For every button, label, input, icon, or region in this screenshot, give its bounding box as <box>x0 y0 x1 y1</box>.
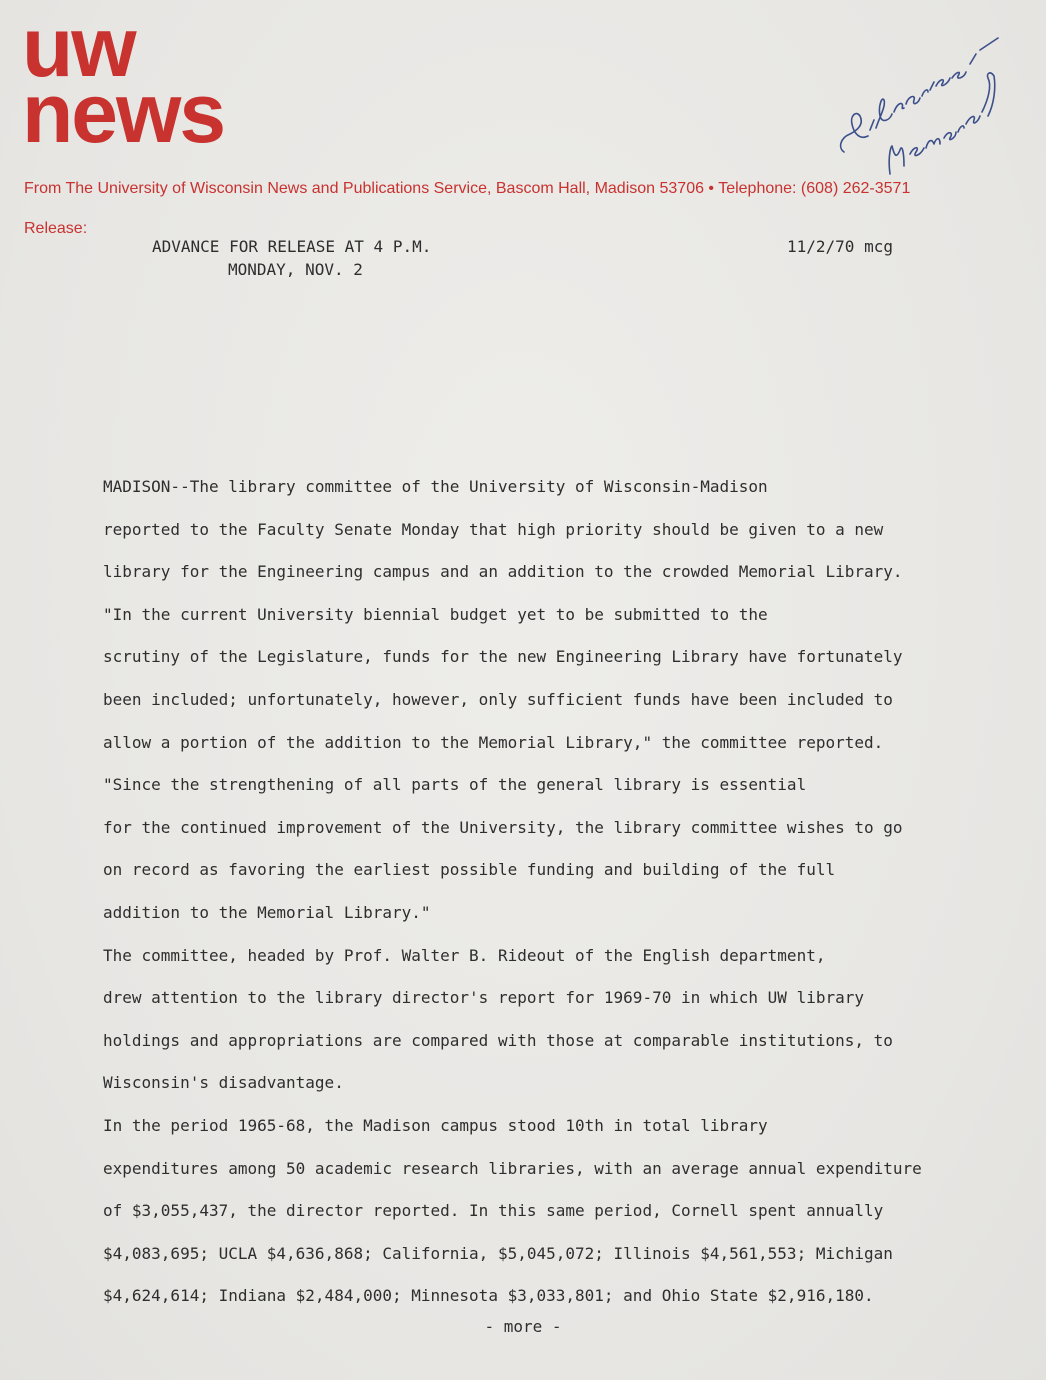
paragraph-4: The committee, headed by Prof. Walter B. Rideout of the English department, drew attention to the library director's report for 1969-70 in which UW library holdings and appropriations are compared with those at comparable institutions, to Wisconsin's disadvantage. <box>103 945 893 1093</box>
release-line-2: MONDAY, NOV. 2 <box>228 260 363 279</box>
masthead-address: From The University of Wisconsin News and Publications Service, Bascom Hall, Madison 53706 • Telephone: (608) 262-3571 <box>24 180 911 197</box>
paragraph-5: In the period 1965-68, the Madison campus stood 10th in total library expenditures among 50 academic research libraries, with an average annual expenditure of $3,055,437, the director reported. In this same period, Cornell spent annually $4,083,695; UCLA $4,636,868; California, $5,045,072; Illinois $4,561,553; Michigan $4,624,614; Indiana $2,484,000; Minnesota $3,033,801; and Ohio State $2,916,180. <box>103 1115 922 1306</box>
logo-line-news: news <box>22 66 225 160</box>
uw-news-logo <box>22 0 225 160</box>
paragraph-1: MADISON--The library committee of the University of Wisconsin-Madison reported to the Faculty Senate Monday that high priority should be given to a new library for the Engineering campus and an addition to the crowded Memorial Library. <box>103 477 903 582</box>
paragraph-2: "In the current University biennial budget yet to be submitted to the scrutiny of the Legislature, funds for the new Engineering Library have fortunately been included; unfortunately, however, only sufficient funds have been included to allow a portion of the addition to the Memorial Library," the committee reported. <box>103 604 903 752</box>
handwritten-note <box>830 20 1010 180</box>
paragraph-3: "Since the strengthening of all parts of the general library is essential for the continued improvement of the University, the library committee wishes to go on record as favoring the earliest possible funding and building of the full addition to the Memorial Library." <box>103 775 903 922</box>
release-line-1: ADVANCE FOR RELEASE AT 4 P.M. <box>152 237 432 256</box>
date-code: 11/2/70 mcg <box>787 237 893 256</box>
article-body <box>103 466 1003 1318</box>
release-label: Release: <box>24 220 88 237</box>
more-indicator: - more - <box>484 1317 562 1336</box>
logo-line-uw: uw <box>22 0 135 94</box>
